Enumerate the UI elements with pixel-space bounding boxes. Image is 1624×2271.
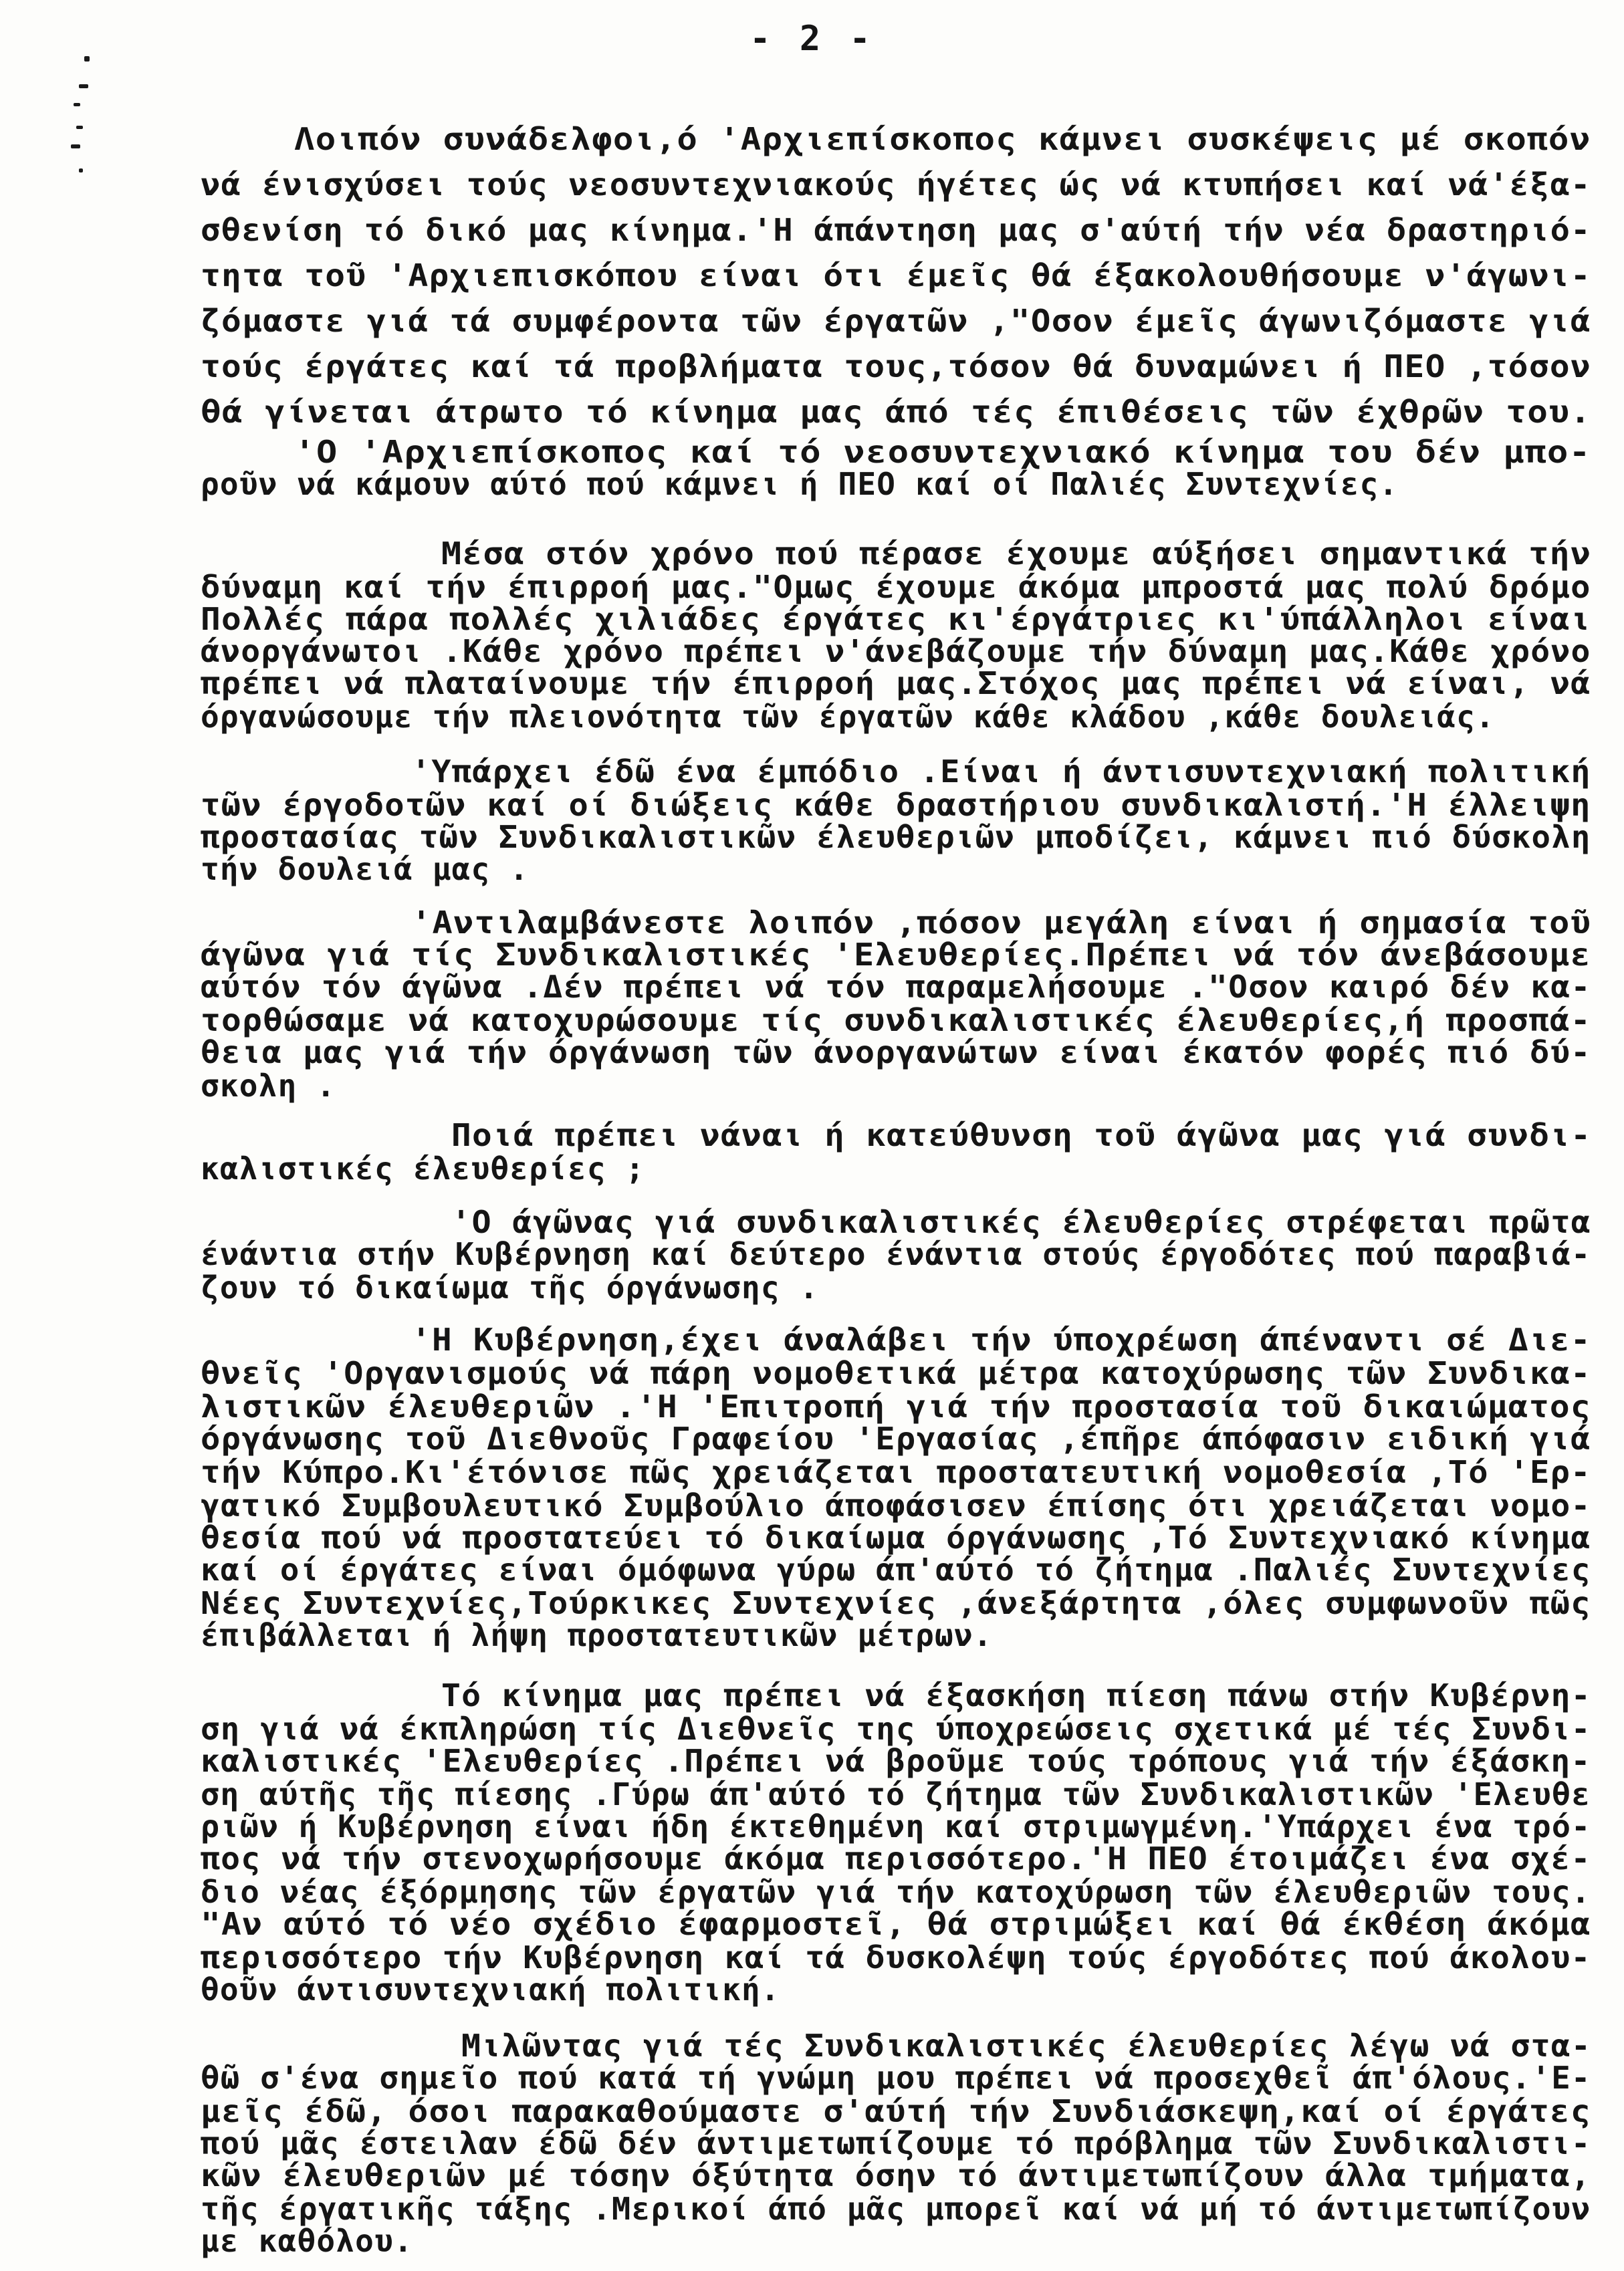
text-line: Τό κίνημα μας πρέπει νά έξασκήση πίεση πάνω στήν Κυβέρνη- <box>441 1677 1591 1713</box>
text-line: Λοιπόν συνάδελφοι,ό 'Αρχιεπίσκοπος κάμνει συσκέψεις μέ σκοπόν <box>294 121 1591 157</box>
text-line: προστασίας τῶν Συνδικαλιστικῶν έλευθεριῶν μποδίζει, κάμνει πιό δύσκολη <box>201 819 1591 855</box>
text-line: πού μᾶς έστειλαν έδῶ δέν άντιμετωπίζουμε τό πρόβλημα τῶν Συνδικαλιστι- <box>201 2125 1591 2161</box>
text-line: 'Η Κυβέρνηση,έχει άναλάβει τήν ύποχρέωση άπέναντι σέ Διε- <box>411 1322 1591 1358</box>
text-line: όργάνωσης τοῦ Διεθνοῦς Γραφείου 'Εργασίας ,έπῆρε άπόφασιν ειδική γιά <box>201 1421 1591 1457</box>
text-line: 'Αντιλαμβάνεστε λοιπόν ,πόσον μεγάλη είναι ή σημασία τοῦ <box>411 905 1592 941</box>
text-line: έπιβάλλεται ή λήψη προστατευτικῶν μέτρων. <box>201 1617 993 1653</box>
text-line: θά γίνεται άτρωτο τό κίνημα μας άπό τές έπιθέσεις τῶν έχθρῶν του. <box>201 394 1592 430</box>
text-line: τητα τοῦ 'Αρχιεπισκόπου είναι ότι έμεῖς θά έξακολουθήσουμε ν'άγωνι- <box>201 257 1591 293</box>
text-line: σκολη . <box>201 1068 336 1104</box>
text-line: νά ένισχύσει τούς νεοσυντεχνιακούς ήγέτες ώς νά κτυπήσει καί νά'έξα- <box>201 166 1591 203</box>
text-line: γατικό Συμβουλευτικό Συμβούλιο άποφάσισεν έπίσης ότι χρειάζεται νομο- <box>201 1487 1591 1524</box>
text-line: ένάντια στήν Κυβέρνηση καί δεύτερο ένάντια στούς έργοδότες πού παραβιά- <box>201 1236 1591 1272</box>
text-line: όργανώσουμε τήν πλειονότητα τῶν έργατῶν κάθε κλάδου ,κάθε δουλειάς. <box>201 699 1495 735</box>
text-line: τήν δουλειά μας . <box>201 851 530 887</box>
text-line: τῆς έργατικῆς τάξης .Μερικοί άπό μᾶς μπορεῖ καί νά μή τό άντιμετωπίζουν <box>201 2191 1591 2227</box>
text-line: σθενίση τό δικό μας κίνημα.'Η άπάντηση μας σ'αύτή τήν νέα δραστηριό- <box>201 212 1591 248</box>
text-line: Μέσα στόν χρόνο πού πέρασε έχουμε αύξήσει σημαντικά τήν <box>441 535 1592 572</box>
text-line: τήν Κύπρο.Κι'έτόνισε πῶς χρειάζεται προστατευτική νομοθεσία ,Τό 'Ερ- <box>201 1454 1591 1490</box>
text-line: μεῖς έδῶ, όσοι παρακαθούμαστε σ'αύτή τήν Συνδιάσκεψη,καί οί έργάτες <box>201 2093 1591 2129</box>
text-line: Νέες Συντεχνίες,Τούρκικες Συντεχνίες ,άνεξάρτητα ,όλες συμφωνοῦν πῶς <box>201 1585 1591 1621</box>
text-line: θοῦν άντισυντεχνιακή πολιτική. <box>201 1971 780 2008</box>
text-line: θεια μας γιά τήν όργάνωση τῶν άνοργανώτων είναι έκατόν φορές πιό δύ- <box>201 1034 1591 1070</box>
text-line: θῶ σ'ένα σημεῖο πού κατά τή γνώμη μου πρέπει νά προσεχθεῖ άπ'όλους.'Ε- <box>201 2060 1591 2096</box>
text-line: ριῶν ή Κυβέρνηση είναι ήδη έκτεθημένη καί στριμωγμένη.'Υπάρχει ένα τρό- <box>201 1808 1591 1844</box>
text-line: αύτόν τόν άγῶνα .Δέν πρέπει νά τόν παραμελήσουμε ."Οσον καιρό δέν κα- <box>201 969 1591 1005</box>
text-line: καλιστικές 'Ελευθερίες .Πρέπει νά βροῦμε τούς τρόπους γιά τήν έξάσκη- <box>201 1743 1591 1779</box>
text-line: 'Ο 'Αρχιεπίσκοπος καί τό νεοσυντεχνιακό κίνημα του δέν μπο- <box>294 434 1591 470</box>
text-line: 'Ο άγῶνας γιά συνδικαλιστικές έλευθερίες στρέφεται πρῶτα <box>451 1204 1592 1240</box>
text-line: καλιστικές έλευθερίες ; <box>201 1151 645 1187</box>
text-line: άγῶνα γιά τίς Συνδικαλιστικές 'Ελευθερίες.Πρέπει νά τόν άνεβάσουμε <box>201 937 1591 973</box>
text-line: "Αν αύτό τό νέο σχέδιο έφαρμοστεῖ, θά στριμώξει καί θά έκθέση άκόμα <box>201 1906 1591 1942</box>
margin-punch-marks <box>67 47 94 194</box>
text-line: με καθόλου. <box>201 2223 413 2259</box>
text-line: θεσία πού νά προστατεύει τό δικαίωμα όργάνωσης ,Τό Συντεχνιακό κίνημα <box>201 1520 1591 1556</box>
text-line: καί οί έργάτες είναι όμόφωνα γύρω άπ'αύτό τό ζήτημα .Παλιές Συντεχνίες <box>201 1552 1591 1588</box>
text-line: κῶν έλευθεριῶν μέ τόσην όξύτητα όσην τό άντιμετωπίζουν άλλα τμήματα, <box>201 2157 1591 2193</box>
text-line: διο νέας έξόρμησης τῶν έργατῶν γιά τήν κατοχύρωση τῶν έλευθεριῶν τους. <box>201 1874 1591 1910</box>
text-line: ζόμαστε γιά τά συμφέροντα τῶν έργατῶν ,"Οσον έμεῖς άγωνιζόμαστε γιά <box>201 303 1591 339</box>
text-line: θνεῖς 'Οργανισμούς νά πάρη νομοθετικά μέτρα κατοχύρωσης τῶν Συνδικα- <box>201 1355 1591 1391</box>
text-line: 'Υπάρχει έδῶ ένα έμπόδιο .Είναι ή άντισυντεχνιακή πολιτική <box>411 753 1591 790</box>
text-line: τορθώσαμε νά κατοχυρώσουμε τίς συνδικαλιστικές έλευθερίες,ή προσπά- <box>201 1002 1591 1038</box>
text-line: Πολλές πάρα πολλές χιλιάδες έργάτες κι'έργάτριες κι'ύπάλληλοι είναι <box>201 601 1591 637</box>
text-line: Μιλῶντας γιά τές Συνδικαλιστικές έλευθερίες λέγω νά στα- <box>461 2028 1592 2064</box>
text-line: περισσότερο τήν Κυβέρνηση καί τά δυσκολέψη τούς έργοδότες πού άκολου- <box>201 1939 1591 1976</box>
text-line: ζουν τό δικαίωμα τῆς όργάνωσης . <box>201 1270 819 1306</box>
text-line: πος νά τήν στενοχωρήσουμε άκόμα περισσότερο.'Η ΠΕΟ έτοιμάζει ένα σχέ- <box>201 1840 1591 1877</box>
text-line: δύναμη καί τήν έπιρροή μας."Ομως έχουμε άκόμα μπροστά μας πολύ δρόμο <box>201 569 1591 605</box>
text-line: άνοργάνωτοι .Κάθε χρόνο πρέπει ν'άνεβάζουμε τήν δύναμη μας.Κάθε χρόνο <box>201 633 1591 669</box>
text-line: ση αύτῆς τῆς πίεσης .Γύρω άπ'αύτό τό ζήτημα τῶν Συνδικαλιστικῶν 'Ελευθε <box>201 1776 1591 1812</box>
text-line: ροῦν νά κάμουν αύτό πού κάμνει ή ΠΕΟ καί οί Παλιές Συντεχνίες. <box>201 466 1399 502</box>
text-line: τῶν έργοδοτῶν καί οί διώξεις κάθε δραστήριου συνδικαλιστή.'Η έλλειψη <box>201 787 1591 823</box>
text-line: τούς έργάτες καί τά προβλήματα τους,τόσον θά δυναμώνει ή ΠΕΟ ,τόσον <box>201 348 1591 384</box>
text-line: Ποιά πρέπει νάναι ή κατεύθυνση τοῦ άγῶνα μας γιά συνδι- <box>451 1117 1592 1153</box>
text-line: ση γιά νά έκπληρώση τίς Διεθνεῖς της ύποχρεώσεις σχετικά μέ τές Συνδι- <box>201 1711 1591 1747</box>
text-line: λιστικῶν έλευθεριῶν .'Η 'Επιτροπή γιά τήν προστασία τοῦ δικαιώματος <box>201 1389 1591 1425</box>
page-number: - 2 - <box>749 19 875 59</box>
text-line: πρέπει νά πλαταίνουμε τήν έπιρροή μας.Στόχος μας πρέπει νά είναι, νά <box>201 665 1591 701</box>
